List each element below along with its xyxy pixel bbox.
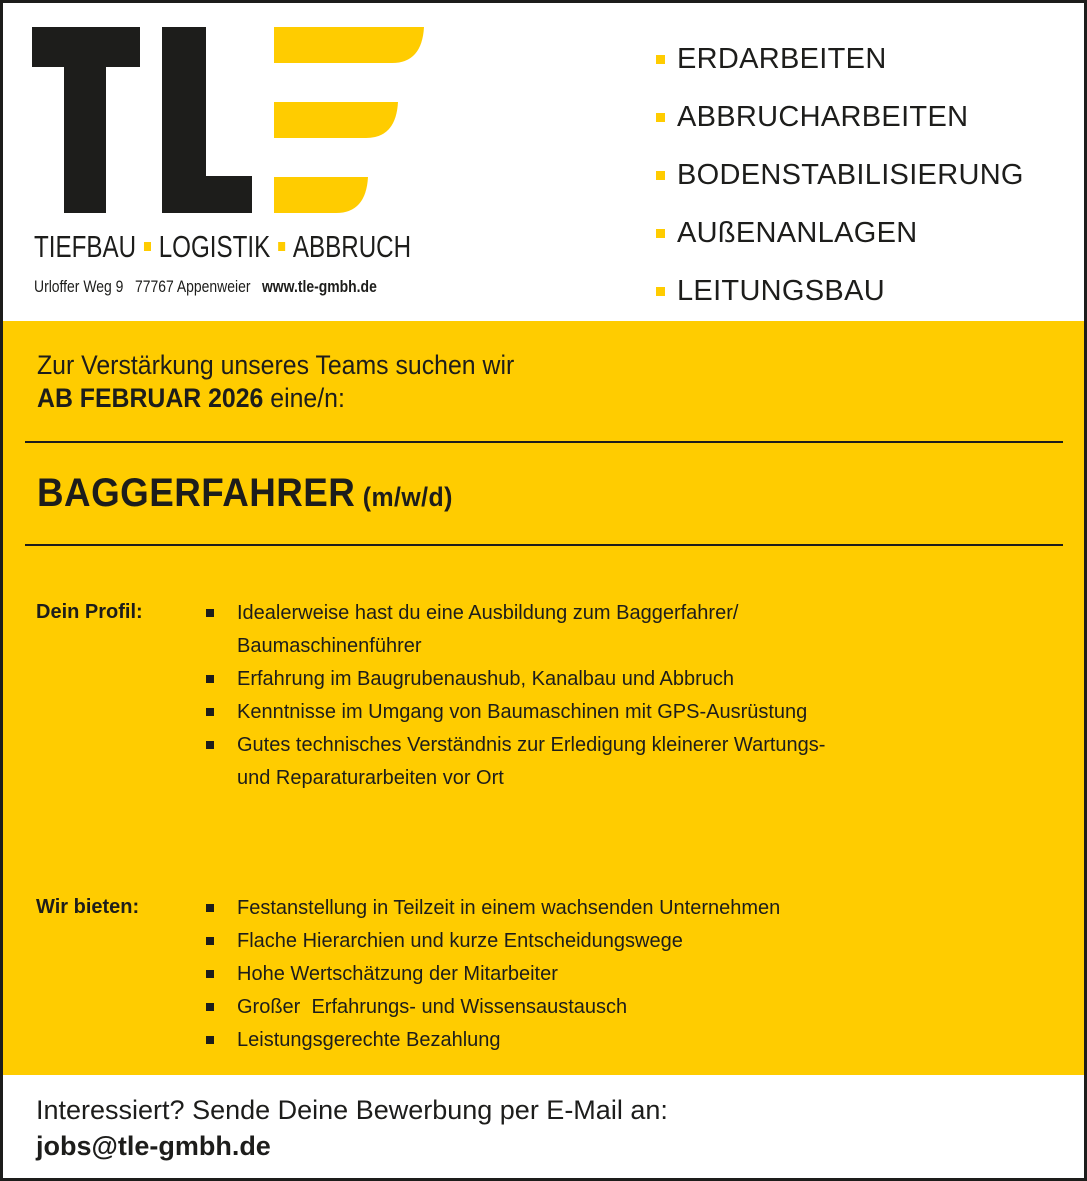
square-bullet-icon — [656, 229, 665, 238]
service-item: ABBRUCHARBEITEN — [656, 88, 1024, 146]
square-bullet-icon — [656, 113, 665, 122]
company-tagline — [34, 229, 411, 265]
service-item: BODENSTABILISIERUNG — [656, 146, 1024, 204]
profile-label: Dein Profil: — [36, 601, 143, 623]
square-bullet-icon — [656, 171, 665, 180]
gender-note: (m/w/d) — [362, 482, 453, 512]
service-item: AUßENANLAGEN — [656, 204, 1024, 262]
profile-item: Erfahrung im Baugrubenaushub, Kanalbau und Abbruch — [203, 663, 825, 696]
tagline-logistik: LOGISTIK — [158, 229, 271, 264]
service-item: ERDARBEITEN — [656, 30, 1024, 88]
square-bullet-icon — [656, 55, 665, 64]
square-bullet-icon — [278, 242, 285, 251]
intro-text: Zur Verstärkung unseres Teams suchen wir AB FEBRUAR 2026 eine/n: — [37, 350, 515, 413]
service-item: LEITUNGSBAU — [656, 262, 1024, 320]
offer-item: Hohe Wertschätzung der Mitarbeiter — [203, 958, 780, 991]
offer-item: Großer Erfahrungs- und Wissensaustausch — [203, 991, 780, 1024]
job-title: BAGGERFAHRER (m/w/d) — [37, 471, 453, 515]
square-bullet-icon — [144, 242, 151, 251]
profile-item: Gutes technisches Verständnis zur Erledigung kleinerer Wartungs- und Reparaturarbeiten vor Ort — [203, 729, 825, 795]
job-details-panel — [3, 321, 1084, 1075]
square-bullet-icon — [656, 287, 665, 296]
profile-list — [203, 597, 825, 795]
tle-logo — [32, 27, 424, 215]
profile-item: Idealerweise hast du eine Ausbildung zum Baggerfahrer/ Baumaschinenführer — [203, 597, 825, 663]
tagline-tiefbau: TIEFBAU — [34, 229, 137, 264]
divider — [25, 441, 1063, 443]
offer-list — [203, 892, 780, 1057]
offer-item: Flache Hierarchien und kurze Entscheidungswege — [203, 925, 780, 958]
divider — [25, 544, 1063, 546]
start-date: AB FEBRUAR 2026 — [37, 383, 264, 413]
contact-prompt: Interessiert? Sende Deine Bewerbung per E-Mail an: — [36, 1095, 668, 1125]
email-link[interactable]: jobs@tle-gmbh.de — [36, 1131, 271, 1161]
offer-item: Festanstellung in Teilzeit in einem wachsenden Unternehmen — [203, 892, 780, 925]
tagline-abbruch: ABBRUCH — [292, 229, 412, 264]
profile-item: Kenntnisse im Umgang von Baumaschinen mit GPS-Ausrüstung — [203, 696, 825, 729]
contact-section — [36, 1092, 668, 1164]
street-address: Urloffer Weg 9 77767 Appenweier — [34, 277, 251, 296]
company-address — [34, 277, 377, 297]
offer-item: Leistungsgerechte Bezahlung — [203, 1024, 780, 1057]
website-link[interactable]: www.tle-gmbh.de — [261, 277, 377, 296]
services-list — [656, 30, 1024, 320]
offer-label: Wir bieten: — [36, 896, 140, 918]
